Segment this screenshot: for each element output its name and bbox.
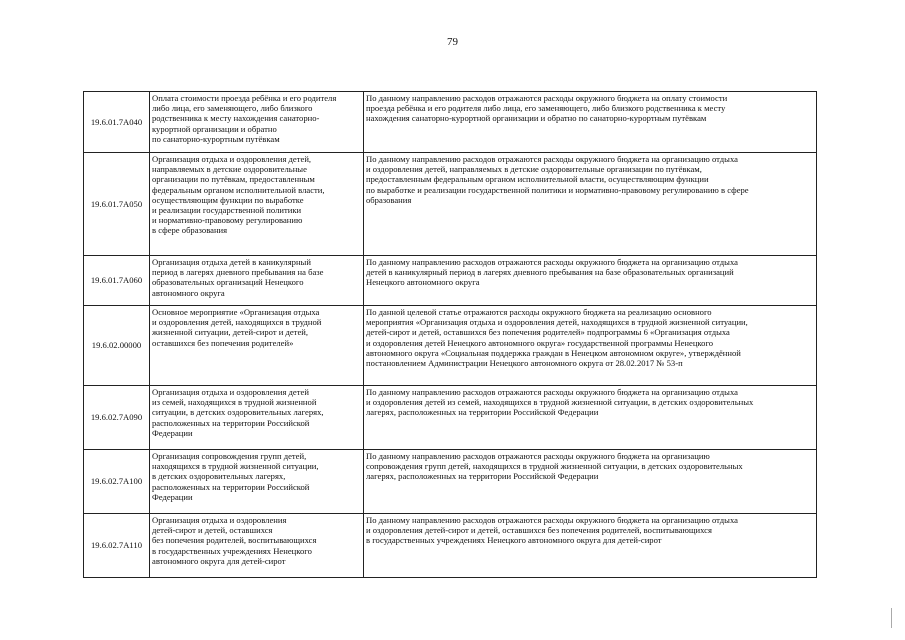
row-name: Организация отдыха и оздоровления детей, направляемых в детские оздоровительные организации по путёвкам, предоставленным федеральным органом исполнительной власти, осуществляющим функции по выработке и реализации государственной политики и нормативно-правовому регулированию в сфере образования [150, 153, 364, 256]
row-name: Организация отдыха детей в каникулярный период в лагерях дневного пребывания на базе образовательных организаций Ненецкого автономного округа [150, 256, 364, 306]
row-code: 19.6.02.00000 [84, 306, 150, 386]
table-row [84, 256, 817, 306]
row-description: По данной целевой статье отражаются расходы окружного бюджета на реализацию основного мероприятия «Организация отдыха и оздоровления детей, находящихся в трудной жизненной ситуации, детей-сирот и детей, оставшихся без попечения родителей» подпрограммы 6 «Организация отдыха и оздоровления детей Ненецкого автономного округа» государственной программы Ненецкого автономного округа «Социальная поддержка граждан в Ненецком автономном округе», утверждённой постановлением Администрации Ненецкого автономного округа от 28.02.2017 № 53-п [364, 306, 817, 386]
row-name: Оплата стоимости проезда ребёнка и его родителя либо лица, его заменяющего, либо близкого родственника к месту нахождения санаторно- курортной организации и обратно по санаторно-курортным путёвкам [150, 92, 364, 153]
table-row [84, 514, 817, 578]
scan-margin-mark [891, 608, 892, 628]
budget-classification-table [83, 91, 817, 578]
row-description: По данному направлению расходов отражаются расходы окружного бюджета на организацию отдыха и оздоровления детей из семей, находящихся в трудной жизненной ситуации, в детских оздоровительных лагерях, расположенных на территории Российской Федерации [364, 386, 817, 450]
row-description: По данному направлению расходов отражаются расходы окружного бюджета на организацию отдыха и оздоровления детей-сирот и детей, оставшихся без попечения родителей, воспитывающихся в государственных учреждениях Ненецкого автономного округа для детей-сирот [364, 514, 817, 578]
row-description: По данному направлению расходов отражаются расходы окружного бюджета на организацию отдыха и оздоровления детей, направляемых в детские оздоровительные организации по путёвкам, предоставленным федеральным органом исполнительной власти, осуществляющим функции по выработке и реализации государственной политики и нормативно-правовому регулированию в сфере образования [364, 153, 817, 256]
table-row [84, 306, 817, 386]
row-description: По данному направлению расходов отражаются расходы окружного бюджета на организацию отдыха детей в каникулярный период в лагерях дневного пребывания на базе образовательных организаций Ненецкого автономного округа [364, 256, 817, 306]
row-description: По данному направлению расходов отражаются расходы окружного бюджета на организацию сопровождения групп детей, находящихся в трудной жизненной ситуации, в детских оздоровительных лагерях, расположенных на территории Российской Федерации [364, 450, 817, 514]
row-code: 19.6.01.7А040 [84, 92, 150, 153]
row-name: Основное мероприятие «Организация отдыха и оздоровления детей, находящихся в трудной жизненной ситуации, детей-сирот и детей, оставшихся без попечения родителей» [150, 306, 364, 386]
row-code: 19.6.02.7А090 [84, 386, 150, 450]
row-code: 19.6.02.7А110 [84, 514, 150, 578]
row-code: 19.6.02.7А100 [84, 450, 150, 514]
row-name: Организация сопровождения групп детей, находящихся в трудной жизненной ситуации, в детских оздоровительных лагерях, расположенных на территории Российской Федерации [150, 450, 364, 514]
table-row [84, 92, 817, 153]
row-code: 19.6.01.7А060 [84, 256, 150, 306]
table-row [84, 450, 817, 514]
row-code: 19.6.01.7А050 [84, 153, 150, 256]
row-name: Организация отдыха и оздоровления детей-сирот и детей, оставшихся без попечения родителей, воспитывающихся в государственных учреждениях Ненецкого автономного округа для детей-сирот [150, 514, 364, 578]
page-number: 79 [447, 36, 458, 48]
table-row [84, 386, 817, 450]
table-row [84, 153, 817, 256]
row-description: По данному направлению расходов отражаются расходы окружного бюджета на оплату стоимости проезда ребёнка и его родителя либо лица, его заменяющего, либо близкого родственника к месту нахождения санаторно-курортной организации и обратно по санаторно-курортным путёвкам [364, 92, 817, 153]
row-name: Организация отдыха и оздоровления детей из семей, находящихся в трудной жизненной ситуации, в детских оздоровительных лагерях, расположенных на территории Российской Федерации [150, 386, 364, 450]
